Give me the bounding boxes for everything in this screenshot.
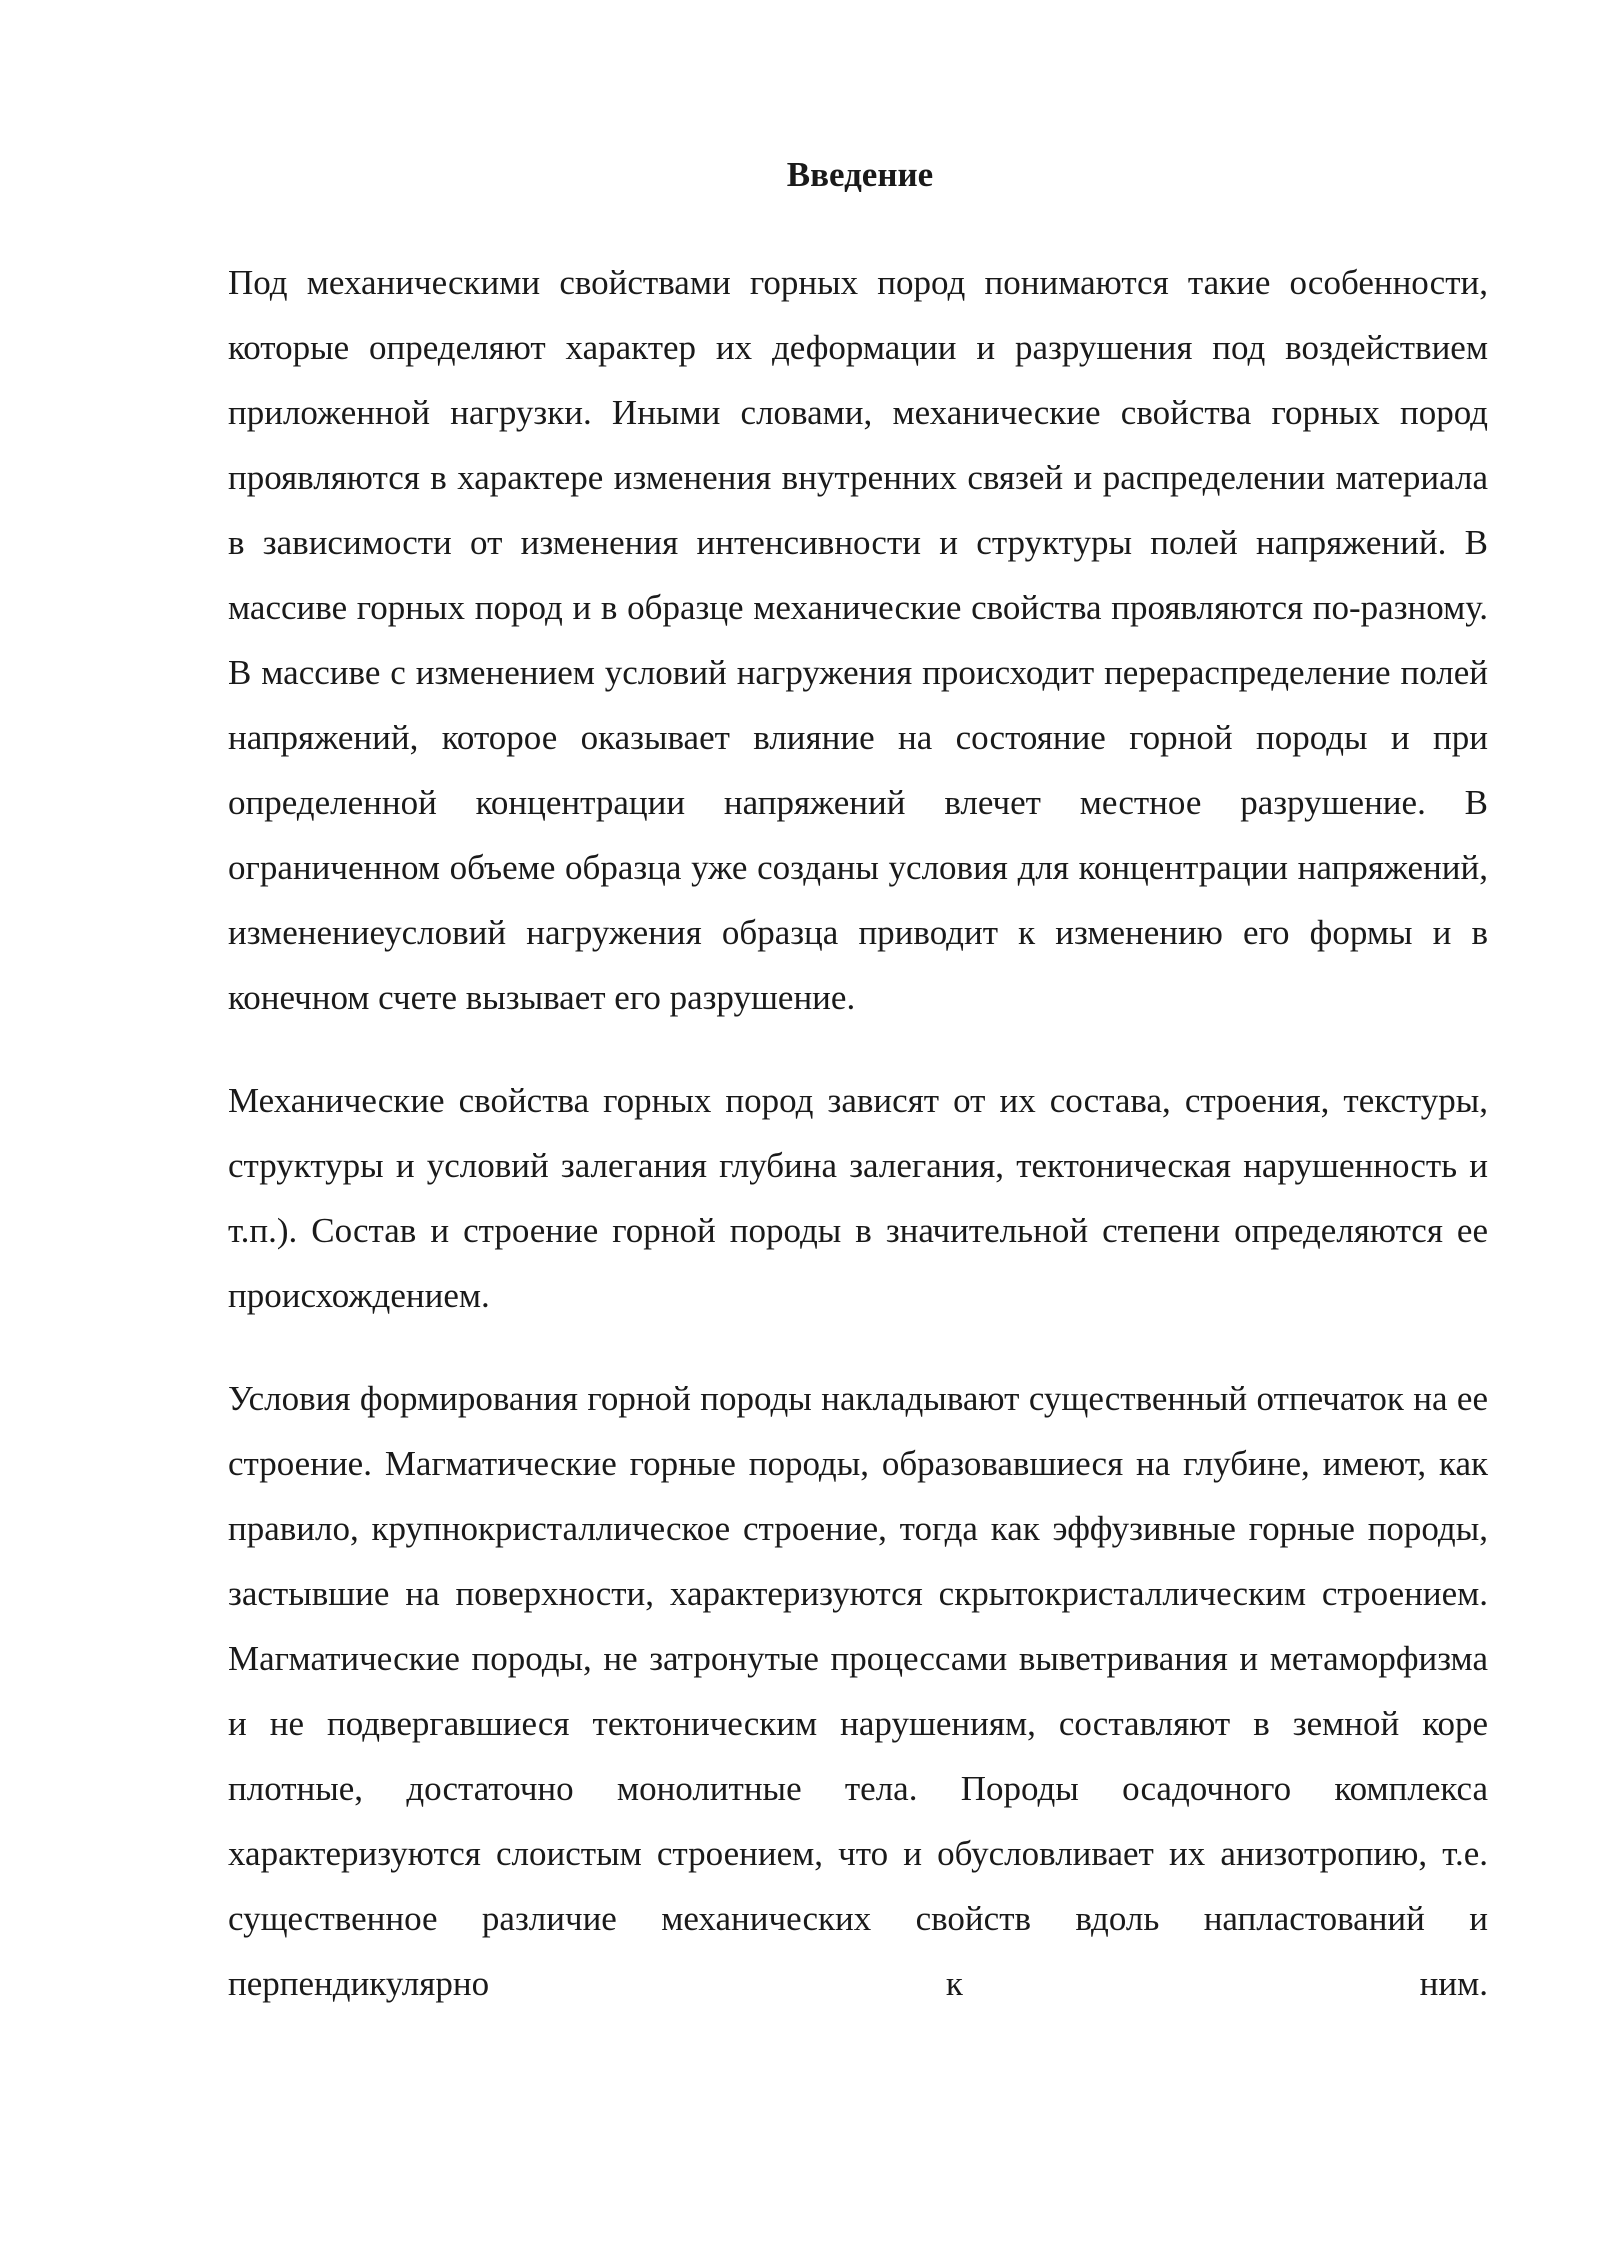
paragraph-3: Условия формирования горной породы накладывают существенный отпечаток на ее строение. Магматические горные породы, образовавшиеся на глубине, имеют, как правило, крупнокристаллическое строение, тогда как эффузивные горные породы, застывшие на поверхности, характеризуются скрытокристаллическим строением. Магматические породы, не затронутые процессами выветривания и метаморфизма и не подвергавшиеся тектоническим нарушениям, составляют в земной коре плотные, достаточно монолитные тела. Породы осадочного комплекса характеризуются слоистым строением, что и обусловливает их анизотропию, т.е. существенное различие механических свойств вдоль напластований и перпендикулярно к ним. bbox=[228, 1379, 1488, 2003]
paragraph-2: Механические свойства горных пород зависят от их состава, строения, текстуры, структуры и условий залегания глубина залегания, тектоническая нарушенность и т.п.). Состав и строение горной породы в значительной степени определяются ее происхождением. bbox=[228, 1081, 1488, 1315]
paragraph-1: Под механическими свойствами горных пород понимаются такие особенности, которые определяют характер их деформации и разрушения под воздействием приложенной нагрузки. Иными словами, механические свойства горных пород проявляются в характере изменения внутренних связей и распределении материала в зависимости от изменения интенсивности и структуры полей напряжений. В массиве горных пород и в образце механические свойства проявляются по-разному. В массиве с изменением условий нагружения происходит перераспределение полей напряжений, которое оказывает влияние на состояние горной породы и при определенной концентрации напряжений влечет местное разрушение. В ограниченном объеме образца уже созданы условия для концентрации напряжений, изменениеусловий нагружения образца приводит к изменению его формы и в конечном счете вызывает его разрушение. bbox=[228, 263, 1488, 1017]
page-title: Введение bbox=[786, 155, 934, 194]
document-body bbox=[228, 250, 1488, 2054]
